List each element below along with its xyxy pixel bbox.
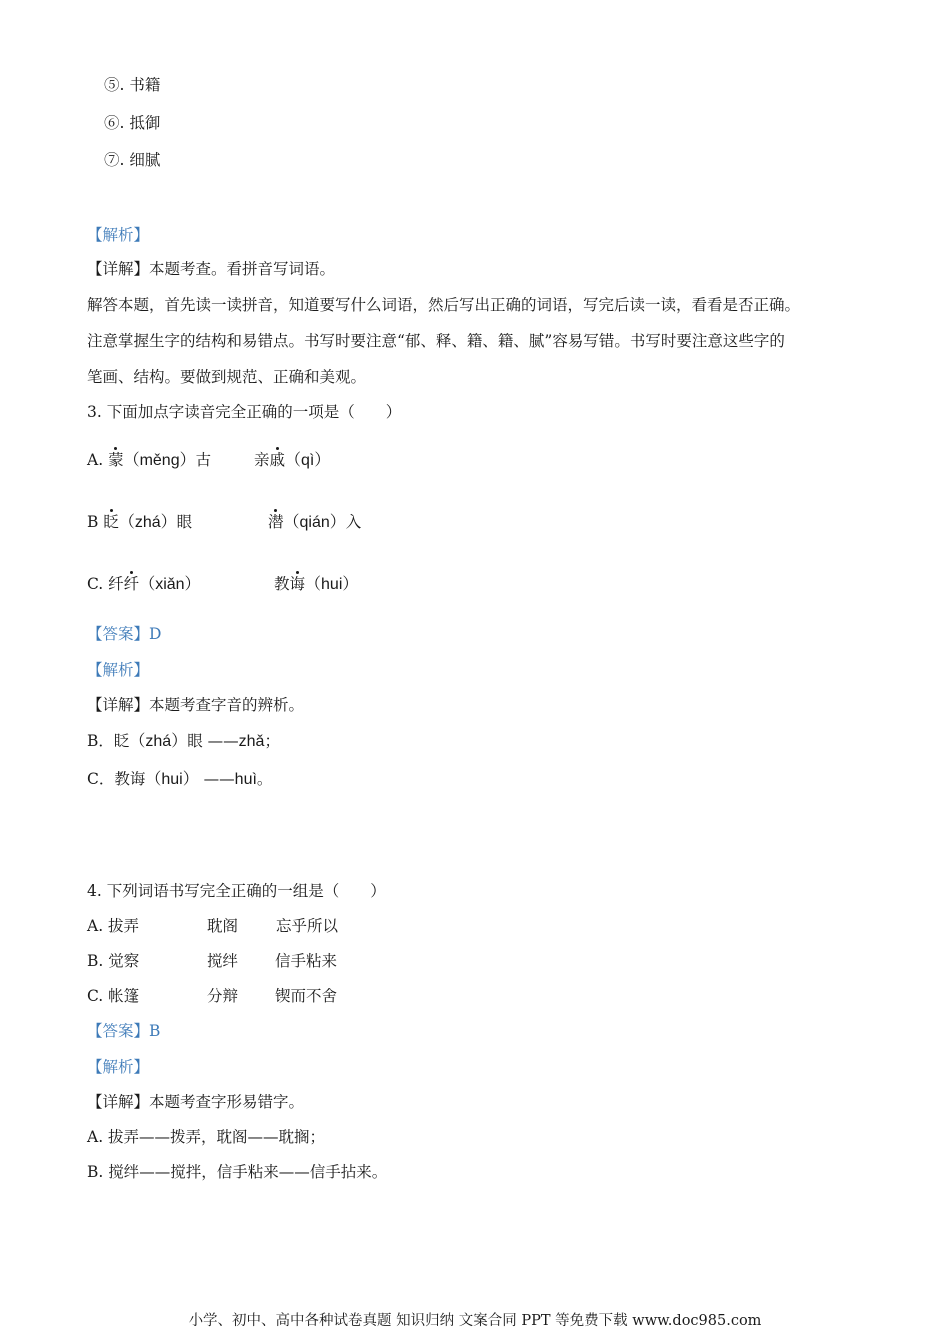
answer-value: B	[149, 1022, 161, 1040]
option-cell: B. 觉察	[87, 952, 140, 970]
option-a-word2	[254, 453, 330, 469]
dotted-char: 戚	[269, 451, 286, 469]
option-b-word2	[268, 515, 361, 531]
pinyin: （qì）	[285, 452, 331, 469]
detail-line	[87, 1095, 304, 1111]
option-cell: 忘乎所以	[276, 917, 339, 935]
option-cell: 搅绊	[207, 952, 239, 970]
page-footer: 小学、初中、高中各种试卷真题 知识归纳 文案合同 PPT 等免费下载 www.doc985.com	[188, 1313, 762, 1329]
explanation-paragraph: 笔画、结构。要做到规范、正确和美观。	[87, 368, 367, 386]
pinyin-fix: zhǎ	[238, 733, 265, 750]
pinyin-fix: huì	[234, 771, 257, 788]
explanation-paragraph: 注意掌握生字的结构和易错点。书写时要注意“郁、释、籍、籍、腻”容易写错。书写时要注意这些字的	[87, 332, 785, 350]
correction-end: ；	[264, 732, 280, 750]
option-cell: 耽阁	[207, 917, 239, 935]
analysis-tag: 【解析】	[87, 661, 150, 679]
list-item-7: ⑦. 细腻	[104, 151, 161, 169]
detail-tag: 【详解】	[87, 260, 150, 278]
answer-tag: 【答案】	[87, 1022, 150, 1040]
dotted-char: 蒙	[108, 451, 124, 469]
word-rest: 入	[345, 513, 362, 531]
pinyin: （qián）	[283, 514, 346, 531]
pinyin: （hui）	[145, 771, 199, 788]
option-cell: C. 帐篷	[87, 987, 140, 1005]
detail-line	[87, 262, 335, 278]
list-item-6: ⑥. 抵御	[104, 114, 161, 132]
correction-c	[87, 772, 272, 788]
correction-end: 。	[256, 770, 273, 788]
detail-text: 本题考查字形易错字。	[149, 1093, 305, 1111]
option-cell: 信手粘来	[275, 952, 338, 970]
option-c	[87, 577, 201, 593]
explanation-paragraph: 解答本题，首先读一读拼音，知道要写什么词语，然后写出正确的词语，写完后读一读，看看是否正确。	[87, 296, 801, 314]
word-rest: 古	[195, 451, 212, 469]
correction-b: B. 搅绊——搅拌，信手粘来——信手拈来。	[87, 1163, 388, 1181]
detail-tag: 【详解】	[87, 696, 150, 714]
option-a	[87, 453, 211, 469]
answer-value: D	[149, 625, 162, 643]
detail-tag: 【详解】	[87, 1093, 150, 1111]
pinyin: （xiǎn）	[139, 576, 201, 593]
correction-b	[87, 734, 280, 750]
analysis-tag: 【解析】	[87, 1058, 150, 1076]
option-cell: A. 拔弄	[87, 917, 140, 935]
option-label: A.	[87, 451, 109, 469]
correction-pre: B．眨	[87, 732, 130, 750]
correction-mid: 眼 ——	[187, 732, 239, 750]
answer-line	[87, 627, 161, 643]
detail-text: 本题考查。看拼音写词语。	[149, 260, 336, 278]
correction-a: A. 拔弄——拨弄，耽阁——耽搁；	[87, 1128, 326, 1146]
option-cell: 锲而不舍	[275, 987, 338, 1005]
pinyin: （zhá）	[129, 733, 188, 750]
dotted-char: 眨	[103, 513, 119, 531]
correction-mid: ——	[198, 770, 235, 788]
option-label: B	[87, 513, 104, 531]
option-label: C. 纤	[87, 575, 124, 593]
dotted-char: 诲	[289, 575, 306, 593]
correction-pre: C．教诲	[87, 770, 146, 788]
pinyin: （zhá）	[118, 514, 177, 531]
detail-text: 本题考查字音的辨析。	[149, 696, 305, 714]
dotted-char: 潜	[268, 513, 284, 531]
answer-line	[87, 1024, 160, 1040]
word-pre: 教	[274, 575, 290, 593]
list-item-5: ⑤. 书籍	[104, 76, 161, 94]
pinyin: （měng）	[123, 452, 196, 469]
answer-tag: 【答案】	[87, 625, 150, 643]
analysis-tag: 【解析】	[87, 226, 150, 244]
option-cell: 分辩	[207, 987, 239, 1005]
option-c-word2	[274, 577, 358, 593]
word-pre: 亲	[254, 451, 270, 469]
pinyin: （hui）	[305, 576, 359, 593]
dotted-char: 纤	[123, 575, 140, 593]
detail-line	[87, 698, 304, 714]
question-4-stem: 4. 下列词语书写完全正确的一组是（ ）	[87, 882, 386, 900]
option-b	[87, 515, 192, 531]
question-3-stem: 3. 下面加点字读音完全正确的一项是（ ）	[87, 403, 402, 421]
word-rest: 眼	[176, 513, 193, 531]
